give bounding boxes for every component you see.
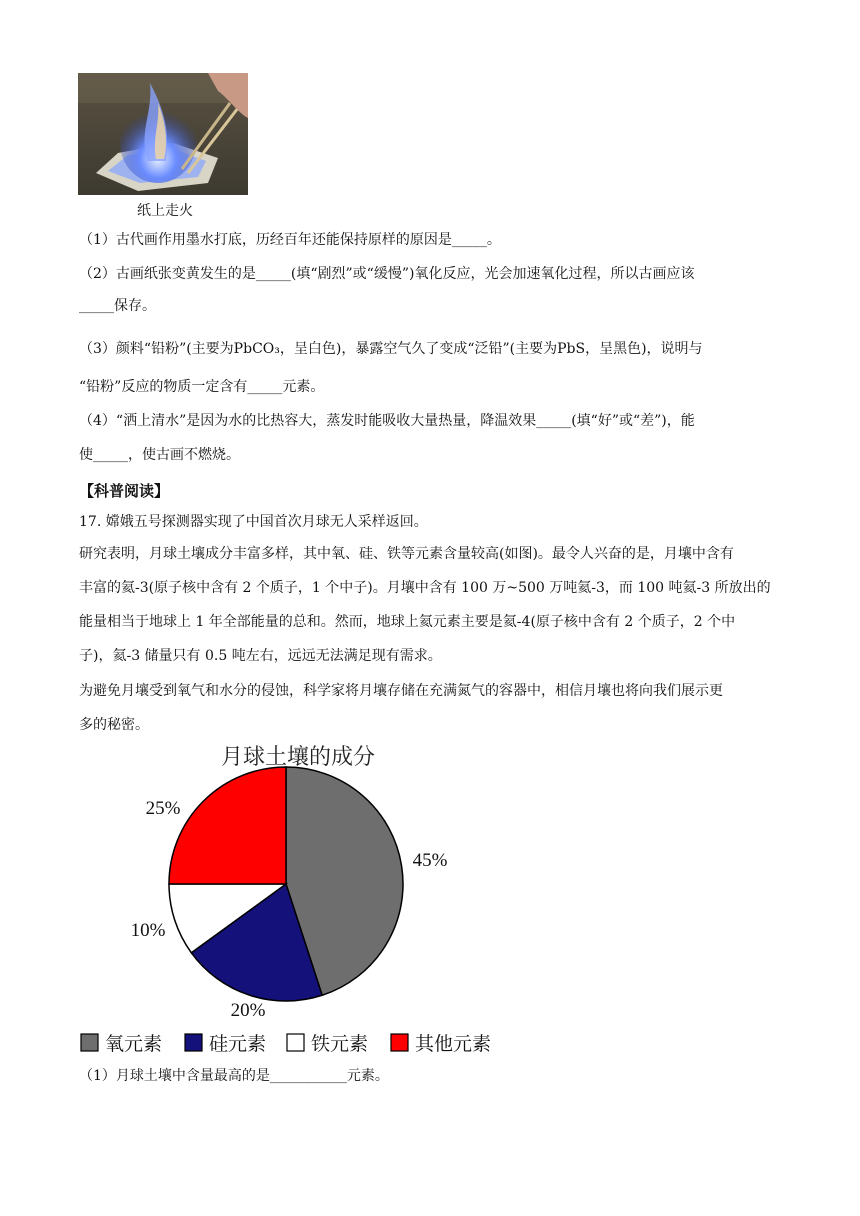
soil-composition-pie-chart [78, 738, 518, 1064]
slice-value-label: 25% [145, 798, 181, 819]
reading-line: 17. 嫦娥五号探测器实现了中国首次月球无人采样返回。 [79, 514, 428, 530]
chart-title: 月球土壤的成分 [220, 744, 376, 769]
legend-swatch [185, 1034, 202, 1051]
question-line: （2）古画纸张变黄发生的是_____(填“剧烈”或“缓慢”)氧化反应，光会加速氧化过程，所以古画应该 [79, 266, 695, 282]
legend-label: 其他元素 [415, 1034, 492, 1055]
reading-line: 子)，氦-3 储量只有 0.5 吨左右，远远无法满足现有需求。 [79, 648, 442, 664]
photo-caption: 纸上走火 [137, 203, 193, 219]
question-line: “铅粉”反应的物质一定含有_____元素。 [79, 379, 325, 395]
reading-line: 能量相当于地球上 1 年全部能量的总和。然而，地球上氦元素主要是氦-4(原子核中含有 2 个质子，2 个中 [79, 614, 736, 630]
legend-swatch [81, 1034, 98, 1051]
reading-line: 多的秘密。 [79, 717, 149, 733]
question-line: （1）月球土壤中含量最高的是___________元素。 [79, 1068, 389, 1084]
legend-swatch [287, 1034, 304, 1051]
legend-label: 铁元素 [311, 1034, 369, 1055]
question-line: 使_____，使古画不燃烧。 [79, 447, 240, 463]
question-line: （1）古代画作用墨水打底，历经百年还能保持原样的原因是_____。 [79, 232, 501, 248]
paper-fire-photo [78, 73, 248, 195]
reading-line: 丰富的氦-3(原子核中含有 2 个质子，1 个中子)。月壤中含有 100 万~500 万吨氦-3，而 100 吨氦-3 所放出的 [79, 580, 771, 596]
question-line: _____保存。 [79, 298, 156, 314]
paper-fire-image [78, 73, 248, 195]
slice-value-label: 20% [230, 1000, 266, 1021]
legend-swatch [391, 1034, 408, 1051]
reading-line: 研究表明，月球土壤成分丰富多样，其中氧、硅、铁等元素含量较高(如图)。最令人兴奋的是，月壤中含有 [79, 546, 734, 562]
legend-label: 硅元素 [209, 1034, 267, 1055]
question-line: （4）“洒上清水”是因为水的比热容大，蒸发时能吸收大量热量，降温效果_____(填“好”或“差”)，能 [79, 413, 695, 429]
question-line: （3）颜料“铅粉”(主要为PbCO₃，呈白色)，暴露空气久了变成“泛铅”(主要为PbS，呈黑色)，说明与 [79, 341, 703, 357]
slice-value-label: 10% [130, 920, 166, 941]
slice-value-label: 45% [412, 850, 448, 871]
reading-line: 为避免月壤受到氧气和水分的侵蚀，科学家将月壤存储在充满氮气的容器中，相信月壤也将向我们展示更 [79, 683, 723, 699]
pie-slice-4 [169, 767, 286, 884]
section-heading: 【科普阅读】 [79, 482, 170, 500]
legend-label: 氧元素 [105, 1034, 163, 1055]
